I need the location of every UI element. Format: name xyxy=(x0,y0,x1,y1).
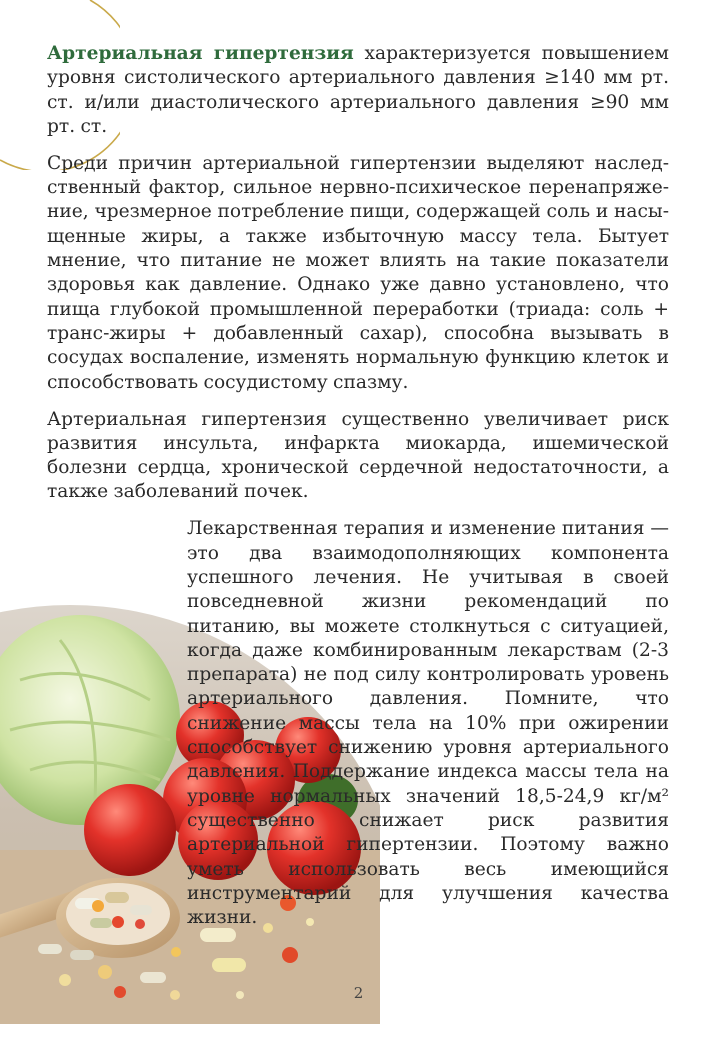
paragraph-definition xyxy=(47,42,669,139)
paragraph-definition-text: характеризуется повышением уровня систолического артериального давления ≥140 мм рт. ст. и/или диастолического артериального давления ≥90 мм рт. ст. xyxy=(47,43,669,137)
highlighted-term: Артериальная гипертензия xyxy=(47,43,354,64)
article-body xyxy=(47,42,669,1037)
paragraph-treatment: Лекарственная терапия и изменение питания — это два взаимодополняющих компонента успешного лечения. Не учитывая в своей повседневной жизни рекомендаций по питанию, вы можете столкнуться с ситуацией, когда даже комбинированным лекарствам (2-3 препарата) не под силу контролировать уровень артериального давления. Помните, что снижение массы тела на 10% при ожирении способствует снижению уровня артериального давления. Поддержание индекса массы тела на уровне нормальных значений 18,5-24,9 кг/м² существенно снижает риск развития артериальной гипертензии. Поэтому важно уметь использовать весь имеющийся инструментарий для улучшения качества жизни. xyxy=(187,518,669,929)
paragraph-risks: Артериальная гипертензия существенно увеличивает риск развития инсульта, инфаркта миокарда, ишемической болезни сердца, хронической сердечной недостаточности, а также заболеваний почек. xyxy=(47,408,669,503)
page-number: 2 xyxy=(353,984,364,1002)
wrap-shape xyxy=(47,517,187,1037)
paragraph-causes: Среди причин артериальной гипертензии выделяют наследственный фактор, сильное нервно-психическое перенапряжение, чрезмерное потребление пищи, содержащей соль и насыщенные жиры, а также избыточную массу тела. Бытует мнение, что питание не может влиять на такие показатели здоровья как давление. Однако уже давно установлено, что пища глубокой промышленной переработки (триада: соль + транс-жиры + добавленный сахар), способна вызывать в сосудах воспаление, изменять нормальную функцию клеток и способствовать сосудистому спазму. xyxy=(47,152,669,393)
